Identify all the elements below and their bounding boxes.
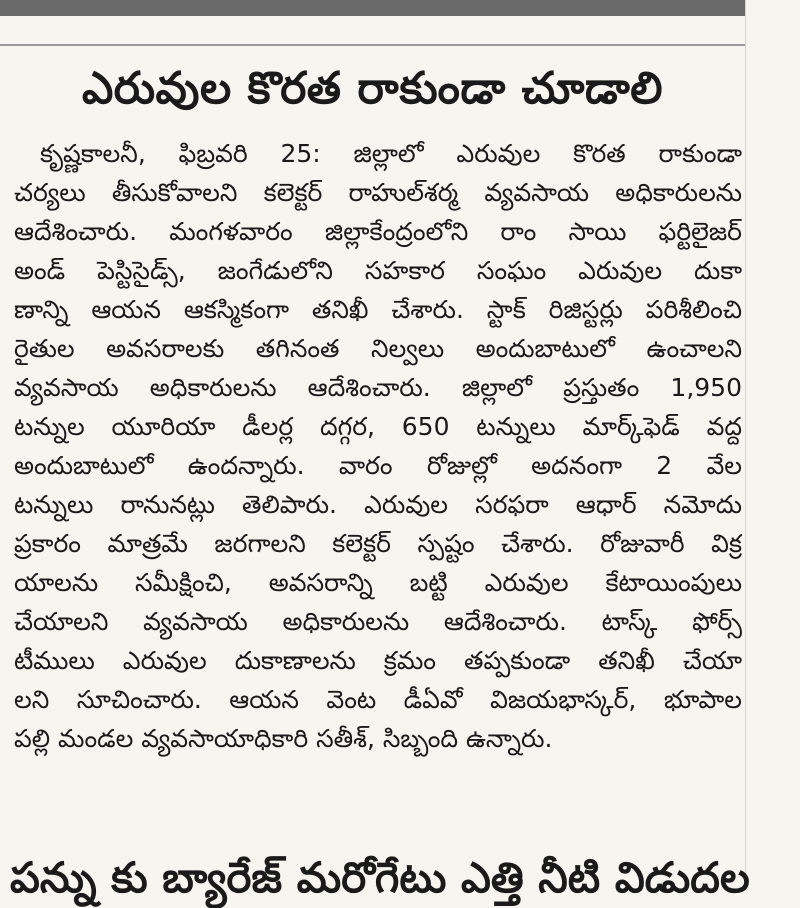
article-line: లని సూచించారు. ఆయన వెంట డీఏవో విజయభాస్కర్, భూపాల <box>14 685 742 714</box>
article-line: ఆదేశించారు. మంగళవారం జిల్లాకేంద్రంలోని రాం సాయి ఫర్టిలైజర్ <box>14 217 742 246</box>
article-line: రైతుల అవసరాలకు తగినంత నిల్వలు అందుబాటులో ఉంచాలని <box>14 334 742 363</box>
article-line: ణాన్ని ఆయన ఆకస్మికంగా తనిఖీ చేశారు. స్టాక్ రిజిస్టర్లు పరిశీలించి <box>14 295 742 324</box>
article-line: టీములు ఎరువుల దుకాణాలను క్రమం తప్పకుండా తనిఖీ చేయా <box>14 646 742 675</box>
article-line: అందుబాటులో ఉందన్నారు. వారం రోజుల్లో అదనంగా 2 వేల <box>14 451 742 480</box>
article-line: అండ్ పెస్టిసైడ్స్, జంగేడులోని సహకార సంఘం ఎరువుల దుకా <box>14 256 742 285</box>
header-band <box>0 0 745 16</box>
article-line: యాలను సమీక్షించి, అవసరాన్ని బట్టి ఎరువుల కేటాయింపులు <box>14 568 742 597</box>
article-line: టన్నుల యూరియా డీలర్ల దగ్గర, 650 టన్నులు మార్క్‌ఫెడ్ వద్ద <box>14 412 742 441</box>
article-line: వ్యవసాయ అధికారులను ఆదేశించారు. జిల్లాలో ప్రస్తుతం 1,950 <box>14 373 742 402</box>
column-border <box>745 0 746 889</box>
article-body <box>14 134 742 758</box>
article-line: కృష్ణకాలనీ, ఫిబ్రవరి 25: జిల్లాలో ఎరువుల కొరత రాకుండా <box>40 139 742 168</box>
next-article-headline: పన్ను కు బ్యారేజ్ మరోగేటు ఎత్తి నీటి విడుదల <box>10 853 750 902</box>
article-line: చర్యలు తీసుకోవాలని కలెక్టర్ రాహుల్‌శర్మ వ్యవసాయ అధికారులను <box>14 178 742 207</box>
article-line: టన్నులు రానునట్లు తెలిపారు. ఎరువుల సరఫరా ఆధార్ నమోదు <box>14 490 742 519</box>
article-line: పల్లి మండల వ్యవసాయాధికారి సతీశ్, సిబ్బంది ఉన్నారు. <box>14 724 553 753</box>
section-divider <box>0 44 745 46</box>
article-headline: ఎరువుల కొరత రాకుండా చూడాలి <box>81 63 664 114</box>
article-line: చేయాలని వ్యవసాయ అధికారులను ఆదేశించారు. టాస్క్ ఫోర్స్ <box>14 607 742 636</box>
article-line: ప్రకారం మాత్రమే జరగాలని కలెక్టర్ స్పష్టం చేశారు. రోజువారీ విక్ర <box>14 529 742 558</box>
